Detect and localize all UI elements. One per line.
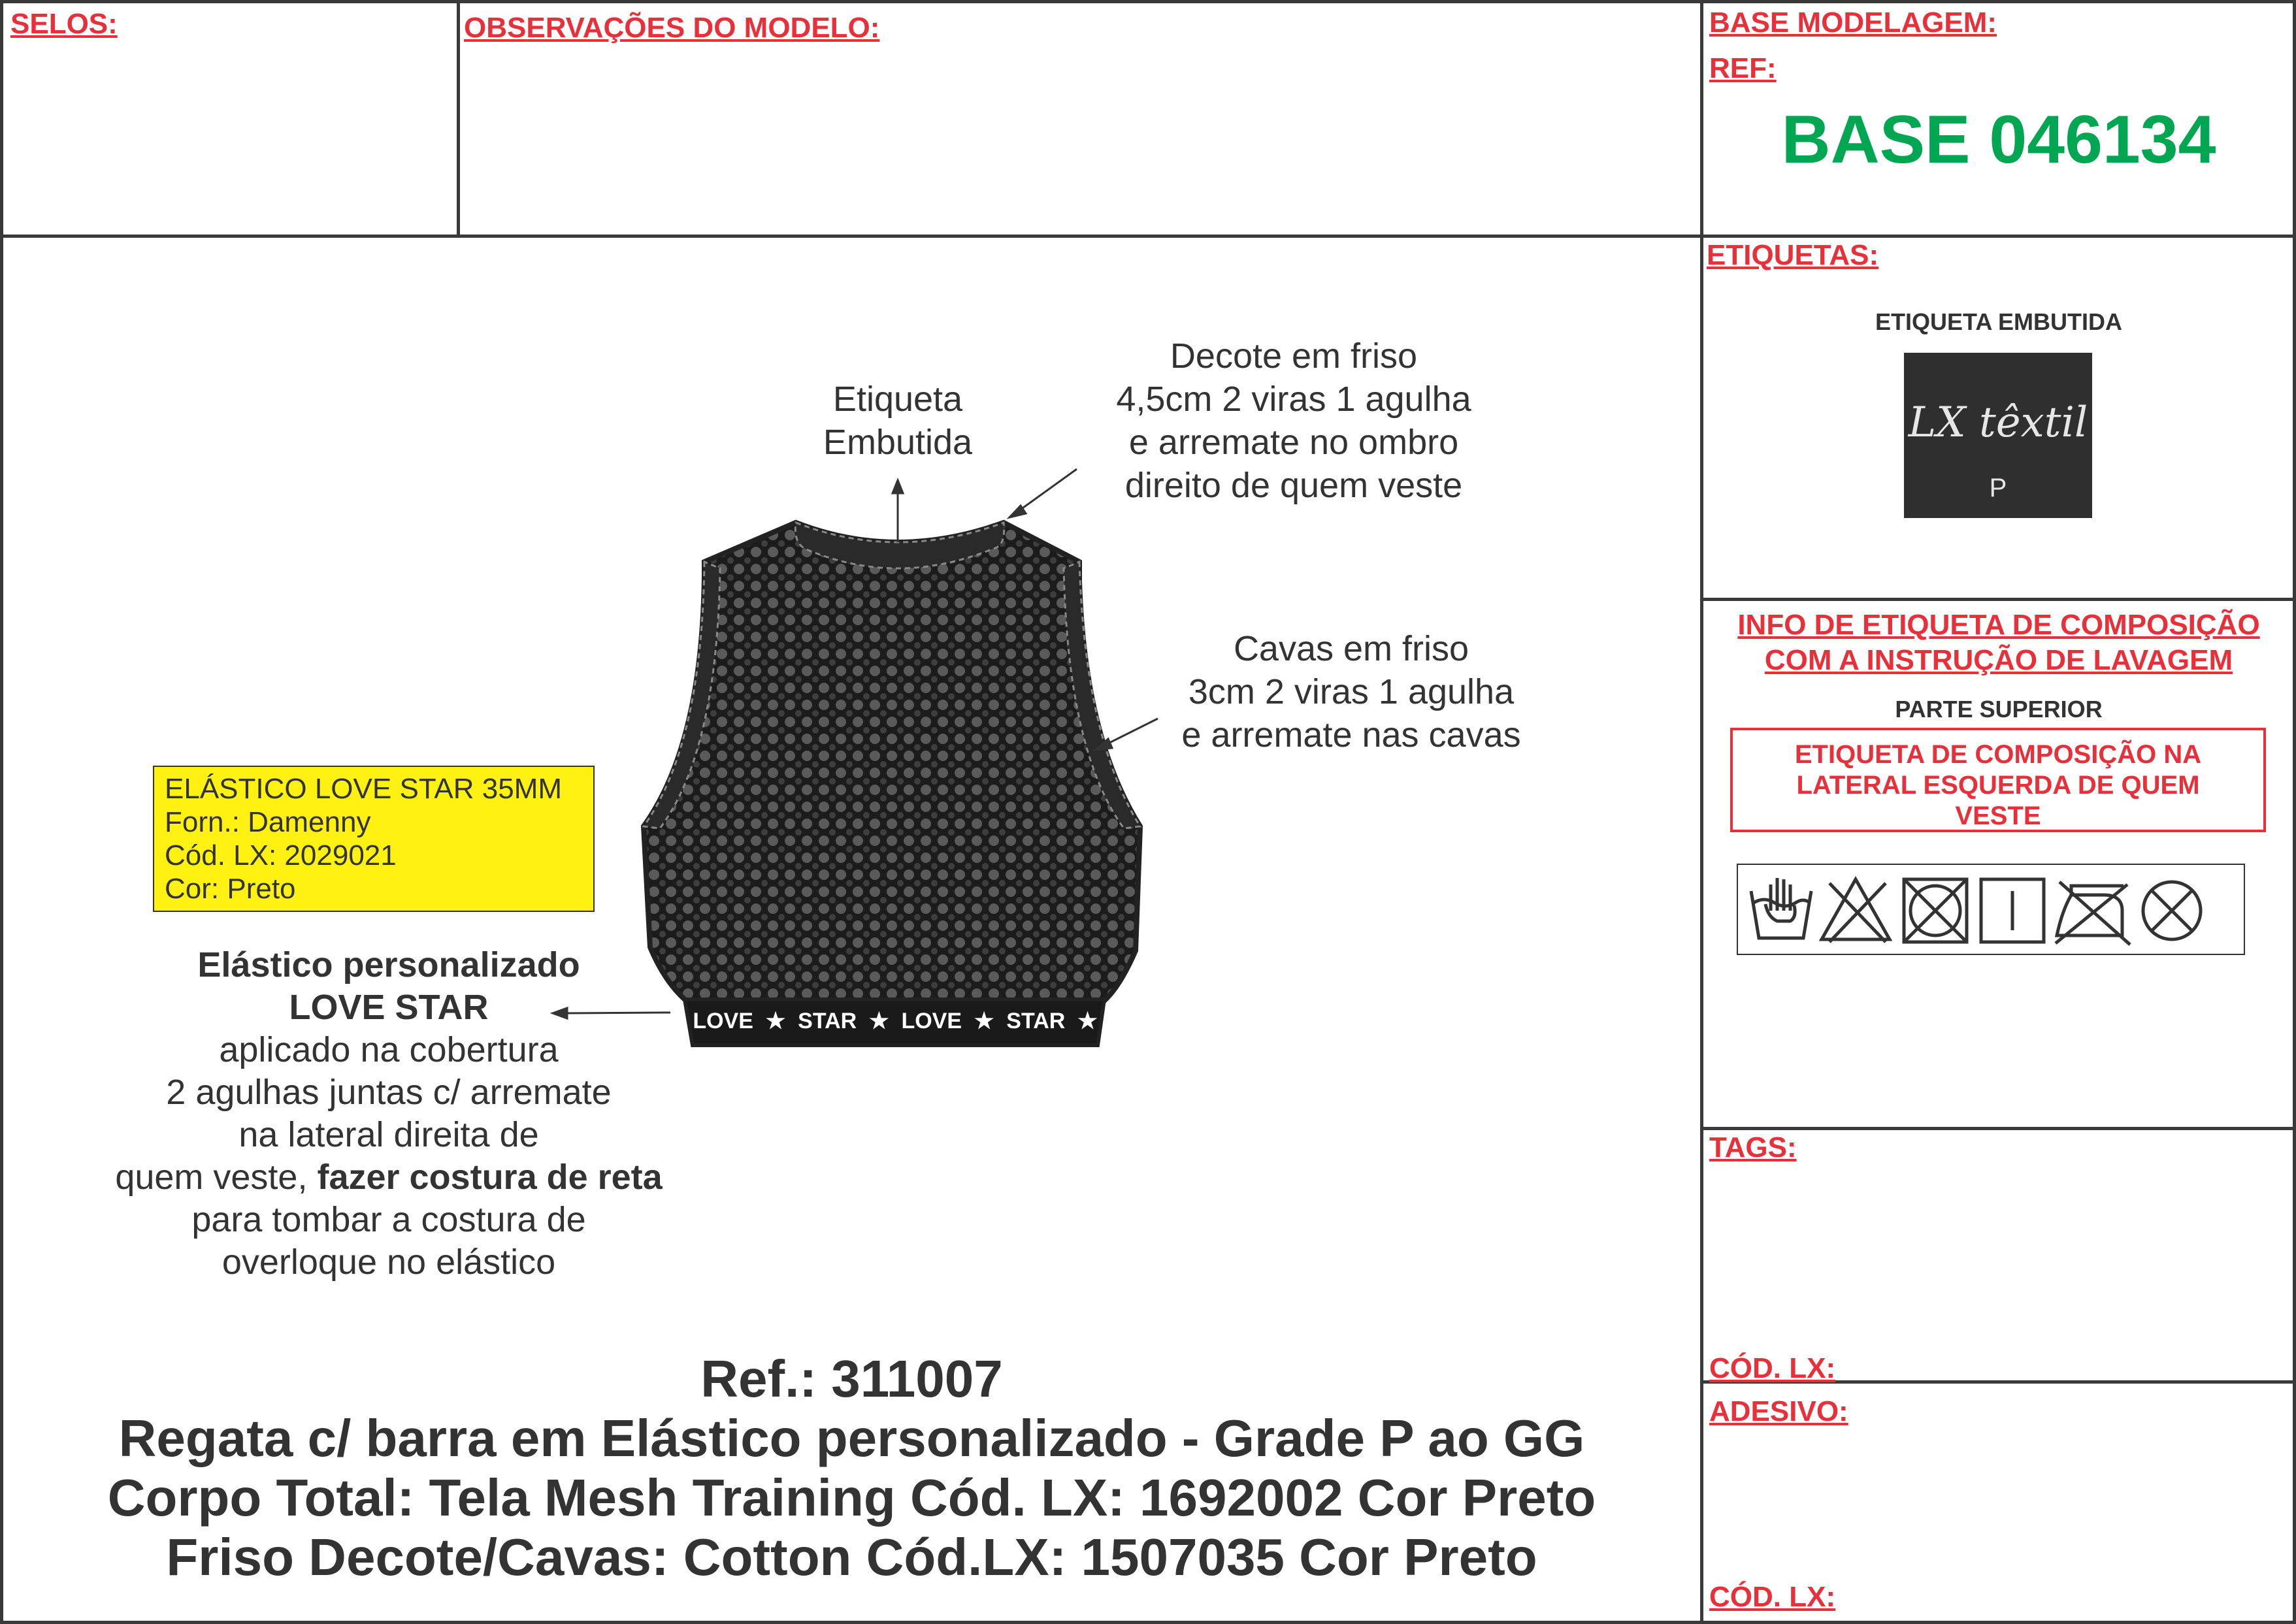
etiqueta-line1: Etiqueta [832,380,963,419]
composicao-box-line3: VESTE [1955,802,2041,830]
elastico-line5: na lateral direita de [238,1115,539,1154]
yellow-box-line4: Cor: Preto [165,873,296,905]
brand-label-text: LX têxtil [1908,398,2088,447]
product-line4: Friso Decote/Cavas: Cotton Cód.LX: 1507035 Cor Preto [166,1528,1537,1586]
composicao-box-line1: ETIQUETA DE COMPOSIÇÃO NA [1794,740,2202,769]
elastico-line6a: quem veste, [115,1158,318,1197]
cavas-line3: e arremate nas cavas [1181,715,1521,755]
cavas-line1: Cavas em friso [1233,629,1469,668]
etiqueta-arrow [893,480,903,542]
elastico-line3: aplicado na cobertura [219,1030,559,1069]
elastic-material-box [153,766,595,912]
product-line3: Corpo Total: Tela Mesh Training Cód. LX: 1692002 Cor Preto [107,1469,1596,1527]
etiquetas-label: ETIQUETAS: [1707,239,1879,271]
product-line2: Regata c/ barra em Elástico personalizado - Grade P ao GG [118,1409,1585,1467]
composicao-title-line2: COM A INSTRUÇÃO DE LAVAGEM [1764,644,2233,676]
composicao-box-line2: LATERAL ESQUERDA DE QUEM [1796,771,2200,800]
selos-label: SELOS: [10,8,118,40]
composicao-title-line1: INFO DE ETIQUETA DE COMPOSIÇÃO [1737,609,2260,641]
base-value: BASE 046134 [1781,102,2216,178]
brand-label-size: P [1989,474,2007,502]
product-description [3,1349,1700,1587]
tags-label: TAGS: [1709,1131,1797,1163]
base-modelagem-label: BASE MODELAGEM: [1709,7,1997,39]
cavas-annotation [1090,627,1613,756]
etiqueta-line2: Embutida [823,423,973,462]
decote-annotation [1032,334,1555,507]
etiqueta-annotation [767,378,1028,464]
product-ref: Ref.: 311007 [700,1350,1003,1408]
cavas-line2: 3cm 2 viras 1 agulha [1188,672,1515,711]
elastico-bold1: Elástico personalizado [197,945,580,984]
elastico-bold2: LOVE STAR [289,988,489,1027]
observacoes-label: OBSERVAÇÕES DO MODELO: [464,12,880,44]
tags-cod-label: CÓD. LX: [1709,1352,1836,1384]
decote-line4: direito de quem veste [1124,466,1463,505]
decote-line2: 4,5cm 2 viras 1 agulha [1116,380,1471,419]
elastico-line6 [62,1156,715,1199]
elastico-line6b: fazer costura de reta [317,1158,663,1197]
decote-line3: e arremate no ombro [1128,423,1459,462]
elastico-line4: 2 agulhas juntas c/ arremate [166,1073,612,1112]
adesivo-cod-label: CÓD. LX: [1709,1581,1836,1613]
adesivo-label: ADESIVO: [1709,1395,1848,1427]
etiqueta-embutida-title: ETIQUETA EMBUTIDA [1875,308,2122,335]
yellow-box-line2: Forn.: Damenny [165,806,371,838]
elastico-line8: overloque no elástico [221,1242,556,1282]
elastico-annotation [62,944,715,1284]
elastico-line7: para tombar a costura de [191,1200,586,1239]
parte-superior-label: PARTE SUPERIOR [1895,696,2103,723]
yellow-box-line3: Cód. LX: 2029021 [165,839,397,871]
decote-line1: Decote em friso [1170,336,1418,376]
yellow-box-line1: ELÁSTICO LOVE STAR 35MM [165,773,563,805]
ref-label: REF: [1709,52,1777,84]
waistband-text: LOVE ★ STAR ★ LOVE ★ STAR ★ [693,1009,1098,1033]
